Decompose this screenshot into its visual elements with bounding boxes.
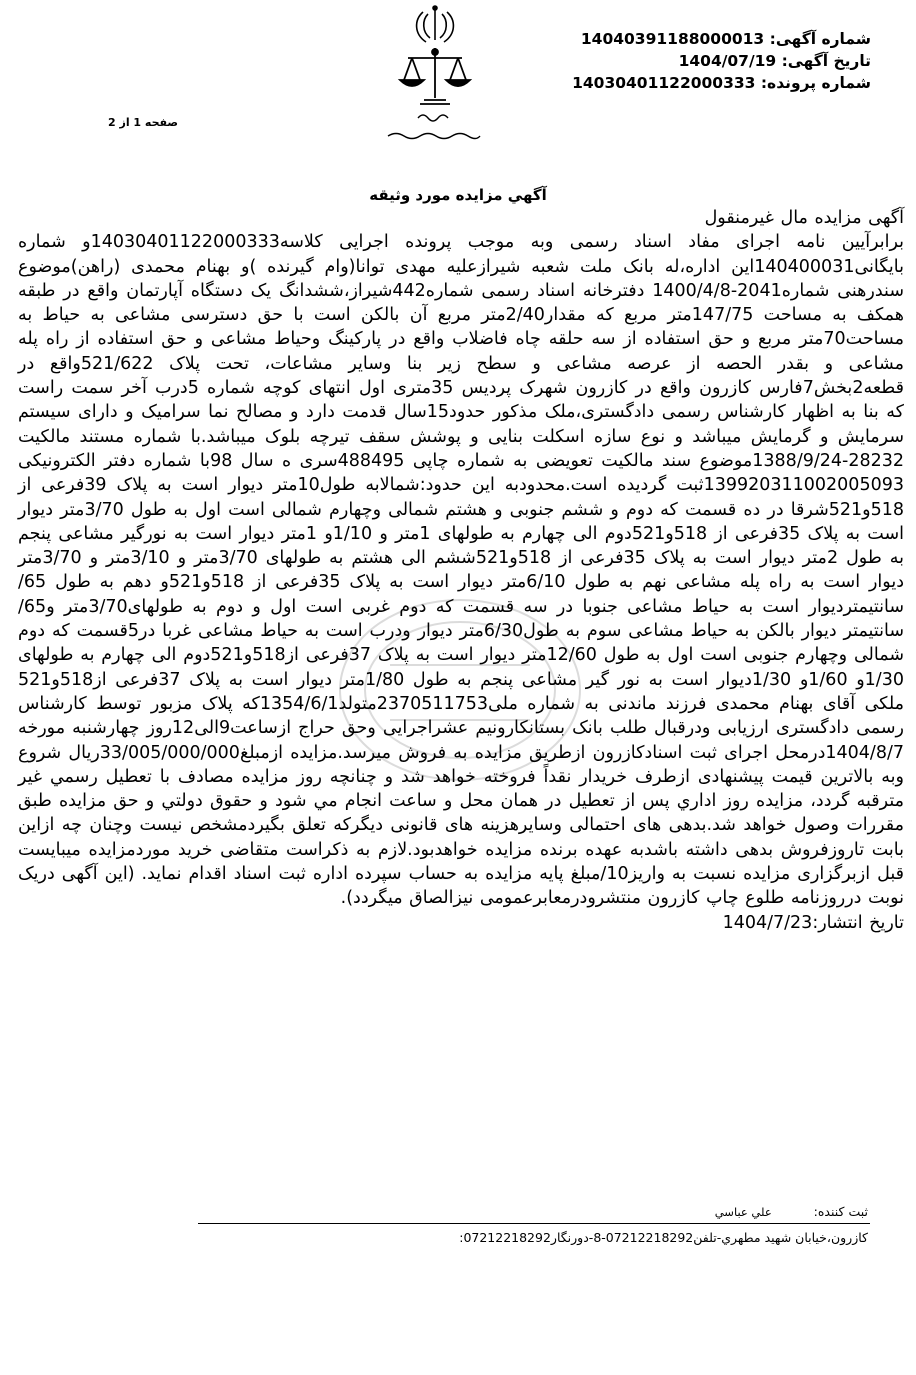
body-paragraph: برابرآیین نامه اجرای مفاد اسناد رسمی وبه موجب پرونده اجرایی کلاسه14030401122000333و شماره بایگانی140400031این اداره،له بانک ملت شعبه شیرازعلیه مهدی توانا(وام گیرنده )و بهنام محمدی (راهن)موضوع سندرهنی شماره2041-1400/4/8 دفترخانه اسناد رسمی شماره442شیراز،ششدانگ یک دستگاه آپارتمان واقع در طبقه همکف به مساحت 147/75متر مربع که مقدار2/40متر مربع آن بالکن است با حق دسترسی مشاعی به حیاط به مساحت70متر مربع و حق استفاده از سه حلقه چاه فاضلاب واقع در پارکینگ وحیاط مشاعی و حق استفاده از راه پله مشاعی و بقدر الحصه از عرصه مشاعی و سطح زیر بنا وسایر مشاعات، تحت پلاک 521/622واقع در قطعه2بخش7فارس کازرون واقع در کازرون شهرک پردیس 35متری اول انتهای کوچه شماره 5درب آخر سمت راست که بنا به اظهار کارشناس رسمی دادگستری،ملک مذکور حدود15سال قدمت دارد و مصالح نما سرامیک و دارای سیستم سرمایش و گرمایش میباشد و نوع سازه اسکلت بنایی و پوشش سقف تیرچه بلوک میباشد.با شماره مستند مالکیت 28232-1388/9/24موضوع سند مالکیت تعویضی به شماره چاپی 488495سری ه سال 98با شماره دفتر الکترونیکی 139920311002005093ثبت گردیده است.محدودبه این حدود:شمالابه طول10متر دیوار است به پلاک 39فرعی از 518و521شرقا در ده قسمت که دوم و ششم جنوبی و هشتم شمالی وچهارم شمالی است اول به طول 3/70متر دیوار است به پلاک 35فرعی از 518و521دوم الی چهارم به طولهای 1متر و 1/10و 1متر دیوار است به نورگیر مشاعی پنجم به طول 2متر دیوار است به پلاک 35فرعی از 518و521ششم الی هشتم به طولهای 3/70متر و 3/10متر و 3/70متر دیوار است به راه پله مشاعی نهم به طول 6/10متر دیوار است به پلاک 35فرعی از 518و521و دهم به طول 65/سانتیمتردیوار است به حیاط مشاعی جنوبا در سه قسمت که دوم غربی است اول و دوم به طولهای3/70متر و65/سانتیمتر دیوار بالکن به حیاط مشاعی سوم به طول6/30متر دیوار ودرب است به حیاط مشاعی غربا در5قسمت که دوم شمالی وچهارم جنوبی است اول به طول 12/60متر دیوار است به پلاک 37فرعی از518و521دوم الی چهارم به طولهای 1/30و 1/60و 1/30دیوار است به نور گیر مشاعی پنجم به طول 1/80متر دیوار است به پلاک 37فرعی از518و521 ملکی آقای بهنام محمدی فرزند ماندنی به شماره ملی2370511753متولد1354/6/1که پلاک مزبور توسط کارشناس رسمی دادگستری ارزیابی ودرقبال طلب بانک بستانکارونیم عشراجرایی وحق حراج ازساعت9الی12روز چهارشنبه مورخه 1404/8/7درمحل اجرای ثبت اسنادکازرون ازطریق مزایده به فروش میرسد.مزایده ازمبلغ33/005/000/000ریال شروع وبه بالاترین قیمت پیشنهادی ازطرف خریدار نقداً فروخته خواهد شد و چنانچه روز مزايده مصادف با تعطيل رسمي غير مترقبه گردد، مزايده روز اداري پس از تعطيل در همان محل و ساعت انجام مي شود و حقوق دولتي و حق مزايده طبق مقررات وصول خواهد شد.بدهی های احتمالی وسایرهزینه های قانونی دیگرکه تعلق بگیردمشخص نیست وچنان چه ازاین بابت تاروزفروش بدهی داشته باشدبه عهده برنده مزایده خواهدبود.لازم به ذکراست متقاضی خرید موردمزایده میبایست قبل ازبرگزاری مزایده نسبت به واریز10/مبلغ پایه مزایده به حساب سپرده اداره ثبت اسناد اقدام نماید. (این آگهی دریک نوبت درروزنامه طلوع چاپ کازرون منتشرودرمعابرعمومی نیزالصاق میگردد). — [18, 232, 905, 909]
publish-date: تاریخ انتشار:1404/7/23 — [722, 912, 904, 933]
footer-divider — [198, 1223, 870, 1224]
file-number-row — [531, 72, 871, 94]
ad-number: 14040391188000013 — [580, 30, 765, 48]
ad-number-label: شماره آگهی: — [769, 30, 871, 48]
registrar-row — [715, 1204, 868, 1219]
body-title: آگهی مزایده مال غیرمنقول — [704, 208, 904, 228]
ad-date-label: تاریخ آگهی: — [781, 52, 871, 70]
page-number: صفحه 1 از 2 — [108, 116, 179, 129]
ad-date-row — [531, 50, 871, 72]
ad-body — [18, 206, 904, 935]
judiciary-emblem-icon — [368, 0, 503, 150]
file-number-label: شماره پرونده: — [760, 74, 871, 92]
file-number: 14030401122000333 — [572, 74, 756, 92]
registrar-name: علي عباسي — [714, 1205, 772, 1219]
registrar-label: ثبت کننده: — [813, 1204, 868, 1219]
ad-meta — [531, 28, 871, 94]
office-address: کازرون،خيابان شهيد مطهري-تلفن07212218292-8-دورنگار07212218292: — [459, 1230, 868, 1245]
ad-date: 1404/07/19 — [678, 52, 777, 70]
ad-number-row — [531, 28, 871, 50]
ad-headline: آگهي مزايده مورد وثيقه — [369, 186, 547, 204]
